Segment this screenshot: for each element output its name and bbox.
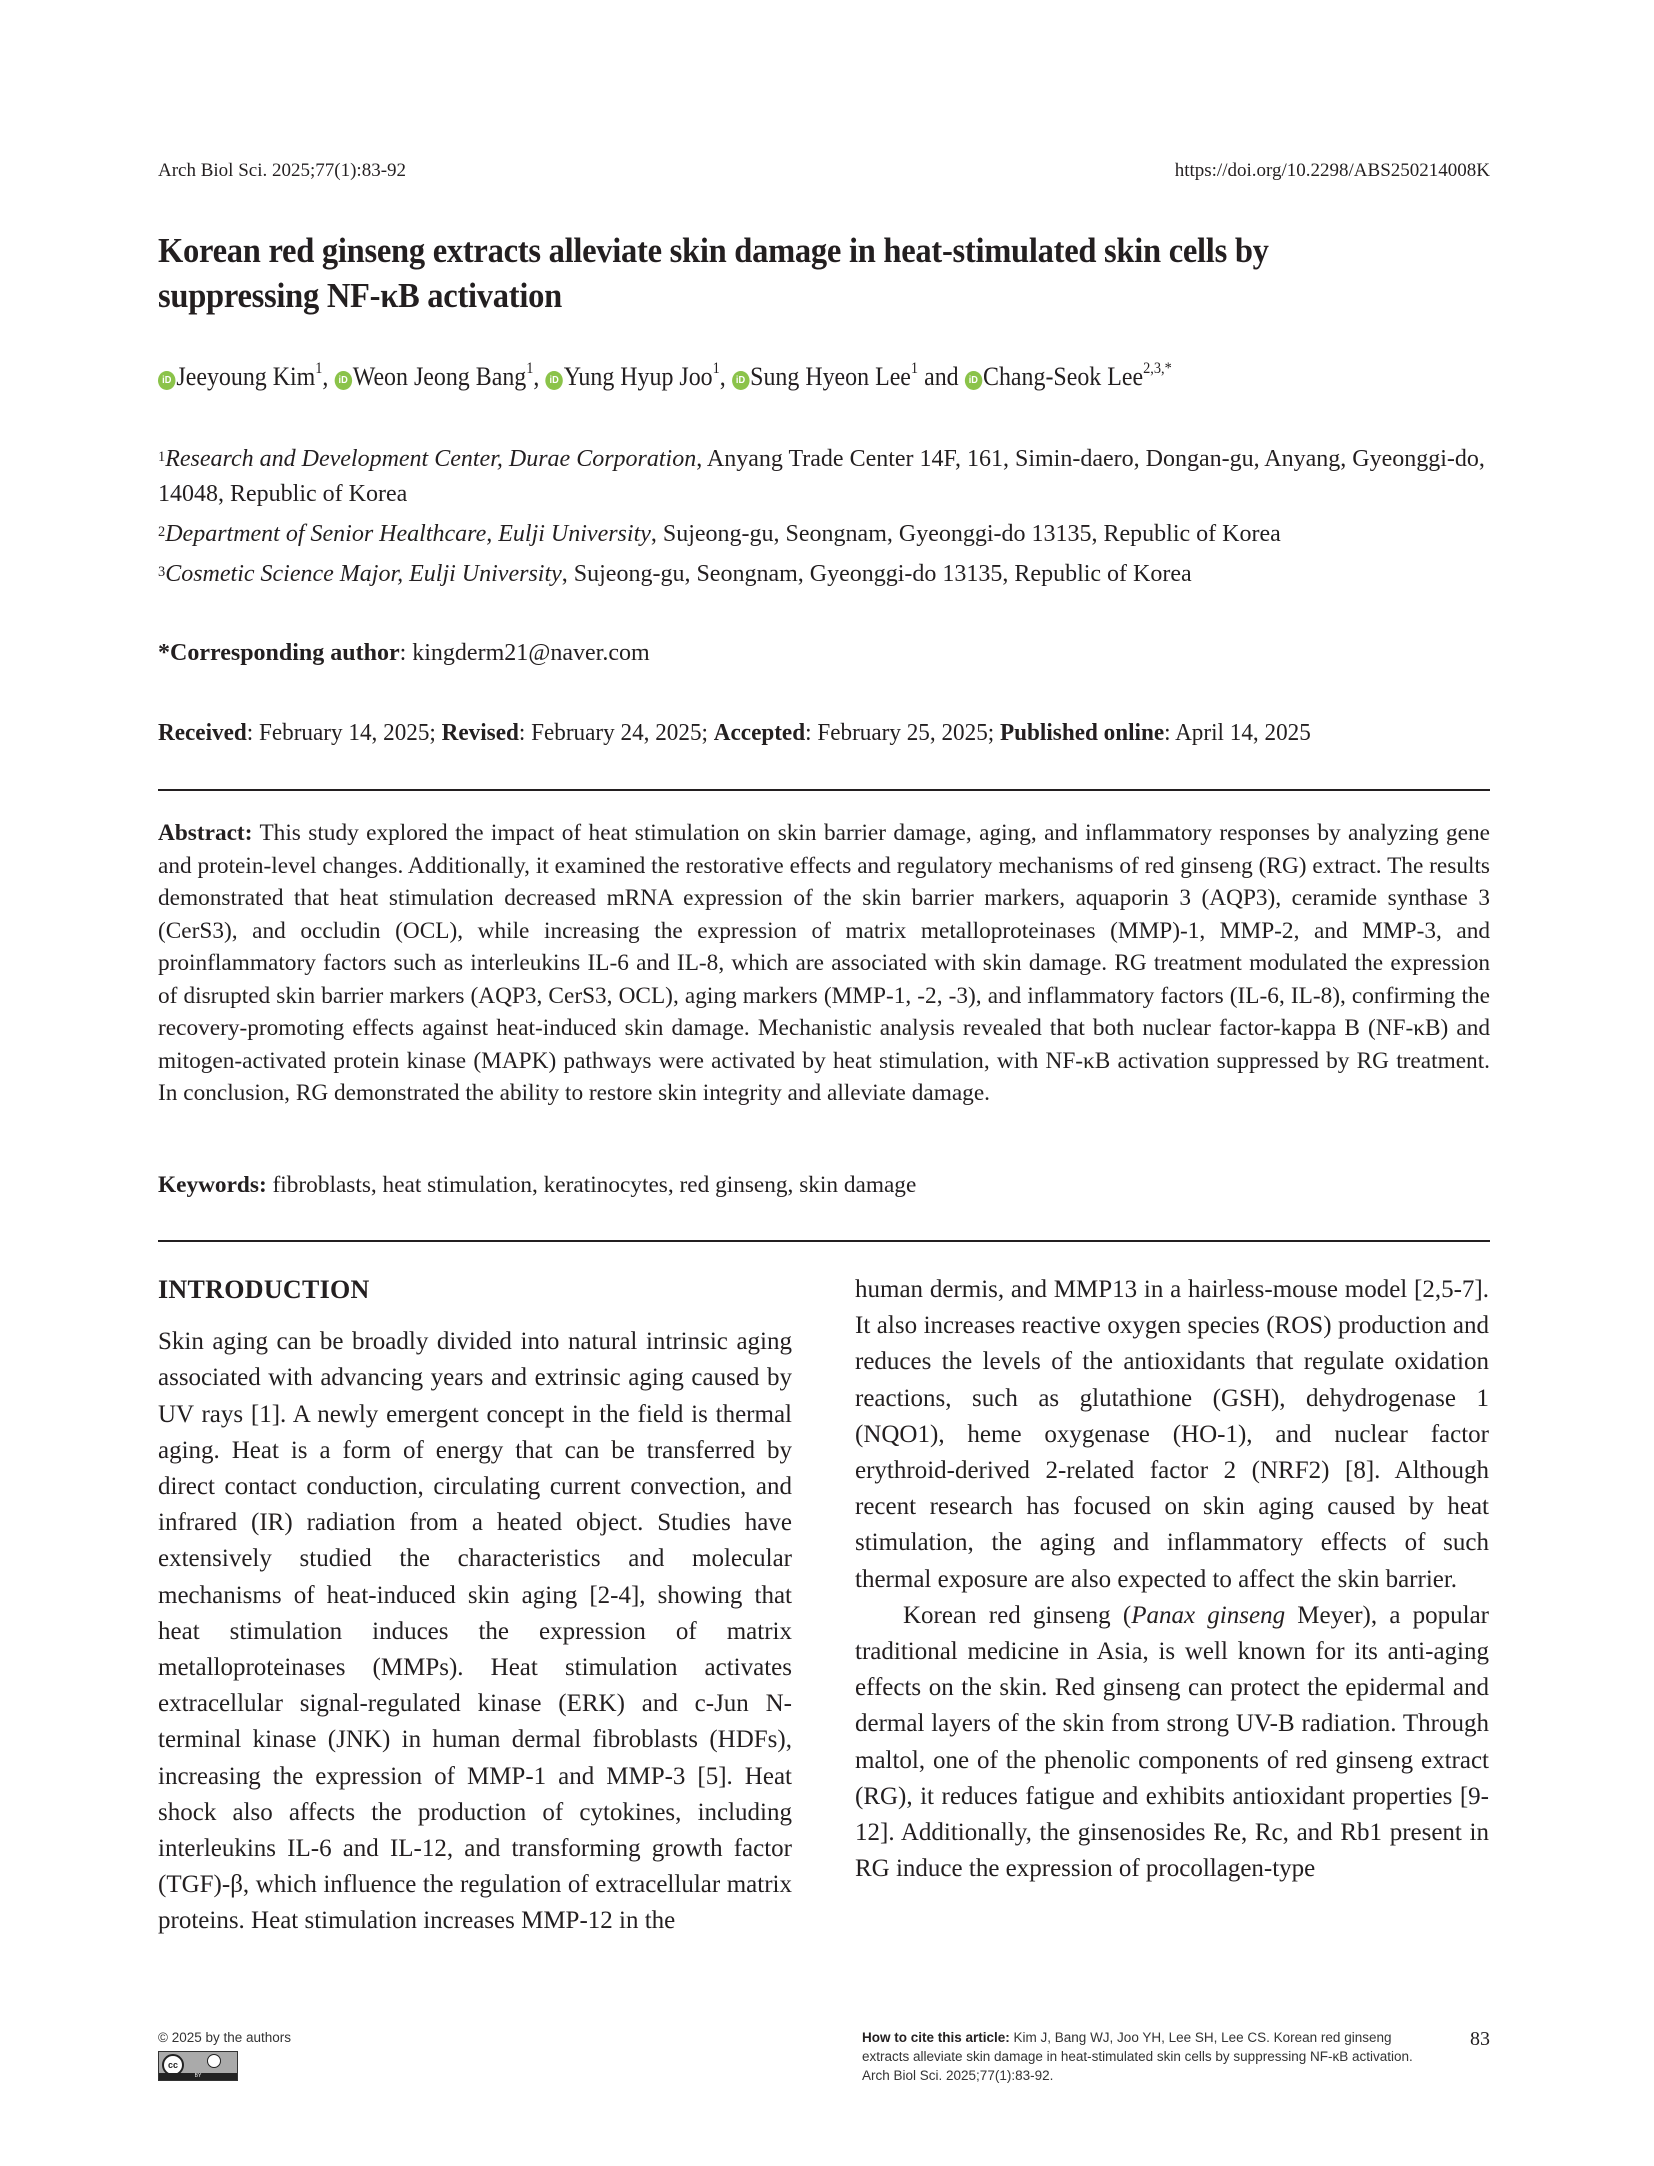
- divider: [158, 1240, 1490, 1242]
- page-number: 83: [1470, 2028, 1490, 2050]
- separator: ,: [719, 362, 732, 391]
- received-label: Received: [158, 720, 247, 746]
- species-name: Panax ginseng: [1131, 1601, 1286, 1629]
- affiliation-address: , Anyang Trade Center 14F, 161, Simin-daero, Dongan-gu, Anyang, Gyeonggi-do, 14048, Republic of Korea: [158, 446, 1485, 507]
- affiliation-marker: 1: [712, 360, 720, 377]
- abstract-label: Abstract:: [158, 820, 253, 846]
- divider: [158, 789, 1490, 791]
- keywords-text: fibroblasts, heat stimulation, keratinocytes, red ginseng, skin damage: [266, 1172, 917, 1198]
- author-name: Sung Hyeon Lee: [750, 362, 911, 391]
- author[interactable]: [334, 362, 545, 391]
- body-column-right: [855, 1272, 1489, 1887]
- affiliation-1: [158, 442, 1498, 512]
- affiliation-marker: 1: [315, 360, 323, 377]
- affiliation-dept: Department of Senior Healthcare, Eulji University: [165, 521, 651, 547]
- author[interactable]: [965, 362, 1172, 391]
- section-heading: INTRODUCTION: [158, 1275, 370, 1304]
- orcid-icon[interactable]: iD: [965, 371, 982, 390]
- text-span: Meyer), a popular traditional medicine in Asia, is well known for its anti-aging effects on the skin. Red ginseng can protect the epidermal and dermal layers of the skin from strong UV-B radiation. Through maltol, one of the phenolic components of red ginseng extract (RG), it reduces fatigue and exhibits antioxidant properties [9-12]. Additionally, the ginsenosides Re, Rc, and Rb1 present in RG induce the expression of procollagen-type: [855, 1601, 1490, 1883]
- author-name: Yung Hyup Joo: [563, 362, 713, 391]
- affiliation-marker: 2,3,*: [1143, 360, 1172, 377]
- separator: ,: [322, 362, 335, 391]
- license-by-label: BY: [159, 2073, 237, 2080]
- journal-reference: Arch Biol Sci. 2025;77(1):83-92: [158, 160, 407, 181]
- affiliation-number: 1: [158, 449, 166, 465]
- doi-link[interactable]: https://doi.org/10.2298/ABS250214008K: [1174, 160, 1490, 181]
- affiliation-2: [158, 517, 1498, 552]
- abstract: [158, 817, 1490, 1110]
- paragraph: human dermis, and MMP13 in a hairless-mouse model [2,5-7]. It also increases reactive oxygen species (ROS) production and reduces the levels of the antioxidants that regulate oxidation reactions, such as glutathione (GSH), dehydrogenase 1 (NQO1), heme oxygenase (HO-1), and nuclear factor erythroid-derived 2-related factor 2 (NRF2) [8]. Although recent research has focused on skin aging caused by heat stimulation, the aging and inflammatory effects of such thermal exposure are also expected to affect the skin barrier.: [855, 1276, 1489, 1593]
- paragraph: Skin aging can be broadly divided into natural intrinsic aging associated with advancing years and extrinsic aging caused by UV rays [1]. A newly emergent concept in the field is thermal aging. Heat is a form of energy that can be transferred by direct contact conduction, circulating current convection, and infrared (IR) radiation from a heated object. Studies have extensively studied the characteristics and molecular mechanisms of heat-induced skin aging [2-4], showing that heat stimulation induces the expression of matrix metalloproteinases (MMPs). Heat stimulation activates extracellular signal-regulated kinase (ERK) and c-Jun N-terminal kinase (JNK) in human dermal fibroblasts (HDFs), increasing the expression of MMP-1 and MMP-3 [5]. Heat shock also affects the production of cytokines, including interleukins IL-6 and IL-12, and transforming growth factor (TGF)-β, which influence the regulation of extracellular matrix proteins. Heat stimulation increases MMP-12 in the: [158, 1328, 792, 1935]
- affiliation-marker: 1: [910, 360, 919, 377]
- corresponding-label: *Corresponding author: [158, 640, 400, 666]
- cite-text: Kim J, Bang WJ, Joo YH, Lee SH, Lee CS. Korean red ginseng extracts alleviate skin damage in heat-stimulated skin cells by suppressing NF-κB activation. Arch Biol Sci. 2025;77(1):83-92.: [862, 2030, 1413, 2083]
- author[interactable]: [158, 362, 334, 391]
- affiliation-number: 2: [158, 524, 166, 540]
- cc-by-license-icon[interactable]: [158, 2051, 238, 2081]
- affiliation-address: , Sujeong-gu, Seongnam, Gyeonggi-do 13135, Republic of Korea: [561, 561, 1192, 587]
- corresponding-email[interactable]: : kingderm21@naver.com: [399, 640, 650, 666]
- cite-label: How to cite this article:: [862, 2030, 1010, 2045]
- affiliation-marker: 1: [526, 360, 534, 377]
- author[interactable]: [545, 362, 731, 391]
- author-name: Chang-Seok Lee: [983, 362, 1144, 391]
- revised-date: : February 24, 2025;: [518, 720, 714, 746]
- orcid-icon[interactable]: iD: [334, 371, 351, 390]
- text-span: Korean red ginseng (: [903, 1601, 1132, 1629]
- affiliation-dept: Research and Development Center, Durae Corporation: [165, 446, 697, 472]
- author[interactable]: [732, 362, 965, 391]
- keywords: [158, 1172, 916, 1199]
- abstract-text: This study explored the impact of heat stimulation on skin barrier damage, aging, and inflammatory responses by analyzing gene and protein-level changes. Additionally, it examined the restorative effects and regulatory mechanisms of red ginseng (RG) extract. The results demonstrated that heat stimulation decreased mRNA expression of the skin barrier markers, aquaporin 3 (AQP3), ceramide synthase 3 (CerS3), and occludin (OCL), while increasing the expression of matrix metalloproteinases (MMP)-1, MMP-2, and MMP-3, and proinflammatory factors such as interleukins IL-6 and IL-8, which are associated with skin damage. RG treatment modulated the expression of disrupted skin barrier markers (AQP3, CerS3, OCL), aging markers (MMP-1, -2, -3), and inflammatory factors (IL-6, IL-8), confirming the recovery-promoting effects against heat-induced skin damage. Mechanistic analysis revealed that both nuclear factor-kappa B (NF-κB) and mitogen-activated protein kinase (MAPK) pathways were activated by heat stimulation, with NF-κB activation suppressed by RG treatment. In conclusion, RG demonstrated the ability to restore skin integrity and alleviate damage.: [158, 820, 1490, 1106]
- paragraph: [855, 1598, 1489, 1888]
- affiliation-address: , Sujeong-gu, Seongnam, Gyeonggi-do 13135, Republic of Korea: [650, 521, 1281, 547]
- corresponding-author: [158, 640, 650, 667]
- separator: and: [918, 362, 965, 391]
- revised-label: Revised: [441, 720, 519, 746]
- copyright: © 2025 by the authors: [158, 2030, 292, 2045]
- affiliation-dept: Cosmetic Science Major, Eulji University: [165, 561, 562, 587]
- citation: [862, 2028, 1432, 2085]
- author-name: Weon Jeong Bang: [352, 362, 527, 391]
- published-label: Published online: [1000, 720, 1165, 746]
- article-title: Korean red ginseng extracts alleviate skin damage in heat-stimulated skin cells by suppressing NF-κB activation: [158, 231, 1269, 315]
- orcid-icon[interactable]: iD: [732, 371, 749, 390]
- published-date: : April 14, 2025: [1164, 720, 1311, 746]
- author-name: Jeeyoung Kim: [176, 362, 316, 391]
- affiliation-3: [158, 557, 1498, 592]
- affiliation-number: 3: [158, 564, 166, 580]
- orcid-icon[interactable]: iD: [158, 371, 175, 390]
- cc-icon: cc: [162, 2054, 184, 2076]
- body-column-left: [158, 1272, 792, 1940]
- accepted-date: : February 25, 2025;: [805, 720, 1001, 746]
- keywords-label: Keywords:: [158, 1172, 267, 1198]
- attribution-icon: [207, 2054, 221, 2068]
- author-list: [158, 362, 1172, 392]
- separator: ,: [533, 362, 546, 391]
- orcid-icon[interactable]: iD: [545, 371, 562, 390]
- publication-dates: [158, 720, 1311, 747]
- received-date: : February 14, 2025;: [246, 720, 442, 746]
- accepted-label: Accepted: [713, 720, 806, 746]
